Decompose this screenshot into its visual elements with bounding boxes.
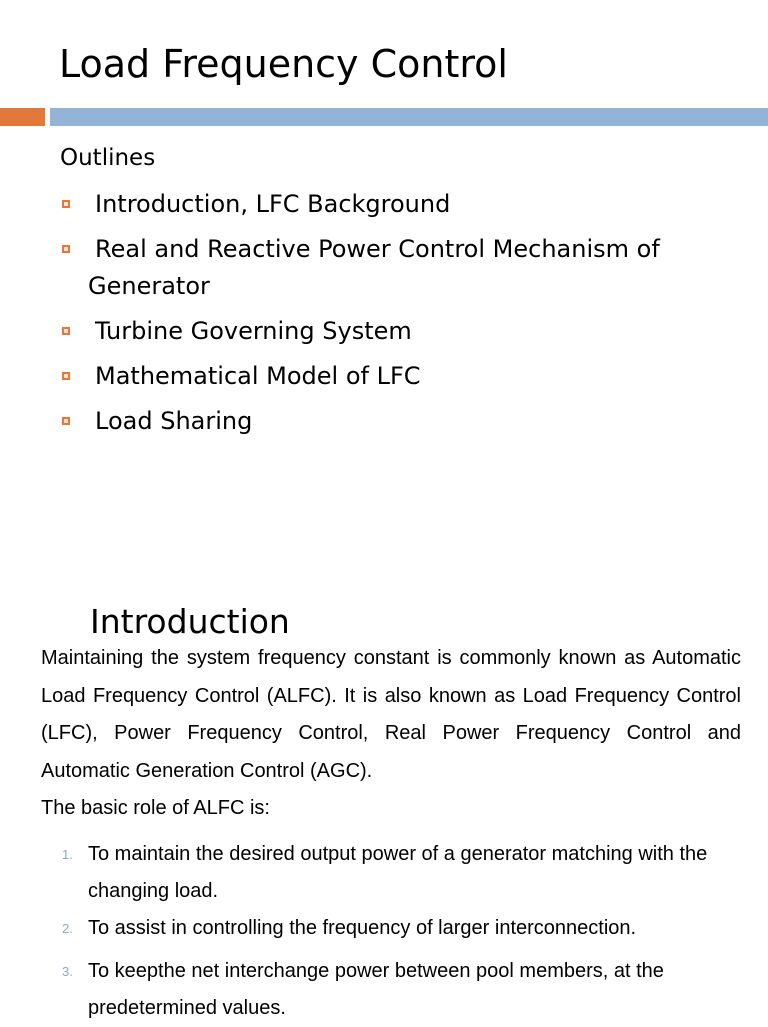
square-bullet-icon bbox=[62, 327, 70, 335]
outline-item bbox=[58, 231, 758, 305]
role-list bbox=[62, 836, 752, 1027]
role-item bbox=[62, 910, 752, 947]
introduction-paragraph: Maintaining the system frequency constant is commonly known as Automatic Load Frequency Control (ALFC). It is also known as Load Frequency Control (LFC), Power Frequency Control, Real Power Frequency Control and Automatic Generation Control (AGC). bbox=[41, 647, 741, 782]
role-item-text: To keepthe net interchange power between pool members, at the predetermined values. bbox=[88, 960, 664, 1019]
list-number: 3. bbox=[62, 964, 73, 979]
role-item bbox=[62, 953, 752, 1027]
outline-list bbox=[58, 186, 758, 448]
outline-item-text: Mathematical Model of LFC bbox=[95, 362, 421, 390]
role-intro: The basic role of ALFC is: bbox=[41, 797, 270, 819]
list-number: 2. bbox=[62, 921, 73, 936]
outline-heading: Outlines bbox=[60, 145, 156, 171]
outline-item-text: Load Sharing bbox=[95, 407, 253, 435]
accent-bar-blue bbox=[50, 108, 768, 126]
outline-item bbox=[58, 313, 758, 350]
square-bullet-icon bbox=[62, 245, 70, 253]
outline-item bbox=[58, 358, 758, 395]
role-item bbox=[62, 836, 752, 910]
outline-item bbox=[58, 186, 758, 223]
role-item-text: To maintain the desired output power of a generator matching with the changing load. bbox=[88, 843, 708, 902]
square-bullet-icon bbox=[62, 200, 70, 208]
list-number: 1. bbox=[62, 847, 73, 862]
outline-item bbox=[58, 403, 758, 440]
square-bullet-icon bbox=[62, 372, 70, 380]
outline-item-text: Introduction, LFC Background bbox=[95, 190, 451, 218]
outline-item-text: Real and Reactive Power Control Mechanism of Generator bbox=[88, 235, 660, 300]
role-item-text: To assist in controlling the frequency of larger interconnection. bbox=[88, 917, 637, 939]
outline-item-text: Turbine Governing System bbox=[95, 317, 412, 345]
introduction-heading: Introduction bbox=[90, 602, 290, 641]
accent-bar-orange bbox=[0, 108, 45, 126]
square-bullet-icon bbox=[62, 417, 70, 425]
slide-title: Load Frequency Control bbox=[59, 42, 508, 86]
